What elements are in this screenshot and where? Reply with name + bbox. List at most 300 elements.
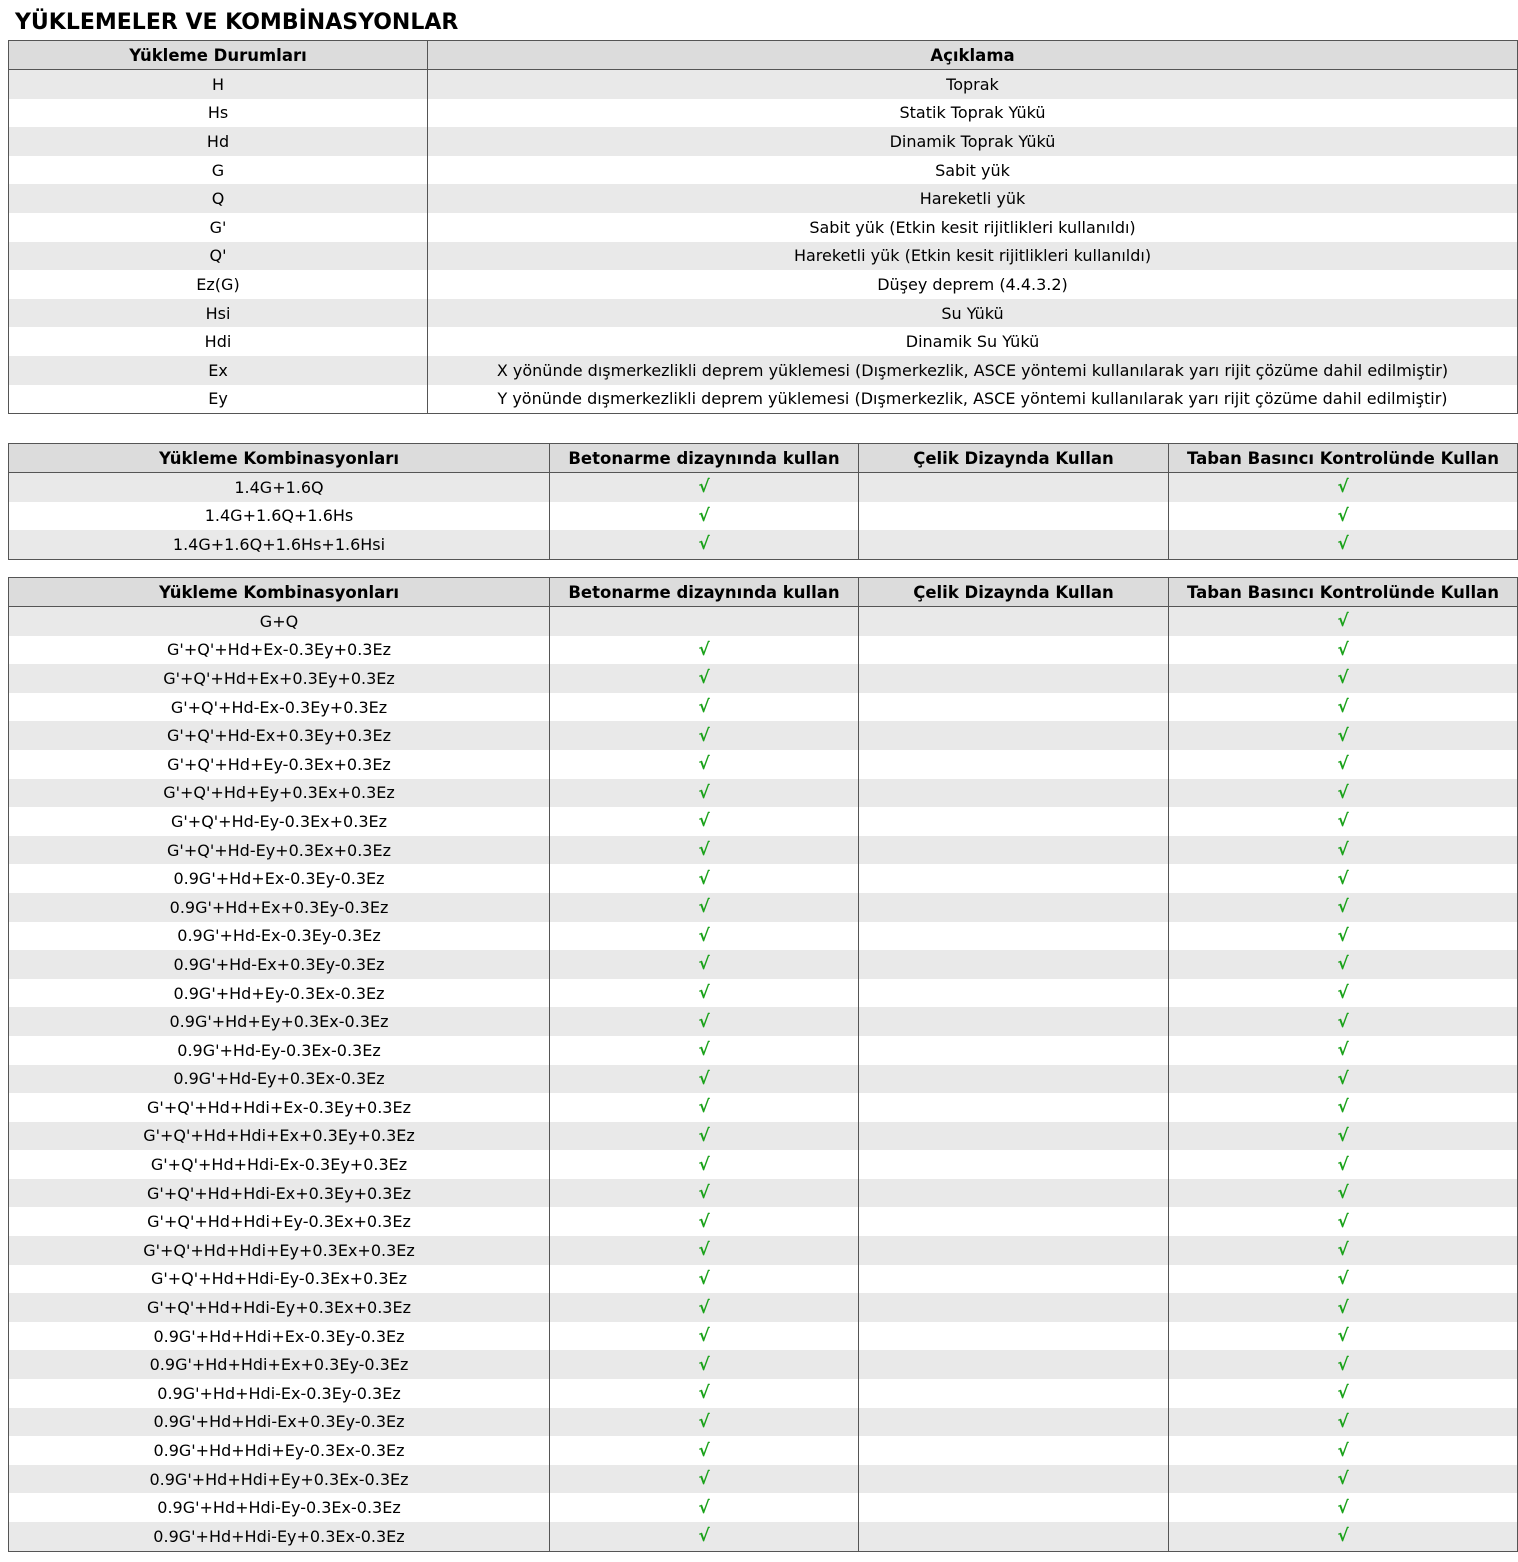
cell-text: Toprak (946, 74, 999, 94)
steel-design-cell (859, 1493, 1169, 1522)
base-pressure-cell (1169, 1436, 1518, 1465)
check-icon: √ (1337, 954, 1349, 975)
cell-text: 0.9G'+Hd+Hdi+Ey-0.3Ex-0.3Ez (153, 1441, 405, 1461)
steel-design-cell (859, 1350, 1169, 1379)
base-pressure-cell (1169, 893, 1518, 922)
steel-design-cell (859, 1036, 1169, 1065)
table-row (9, 1465, 1518, 1494)
table-row (9, 1436, 1518, 1465)
cell-text: G (211, 160, 225, 180)
check-icon: √ (1337, 505, 1349, 526)
base-pressure-cell (1169, 807, 1518, 836)
steel-design-cell (859, 836, 1169, 865)
cell-text: Hd (206, 131, 230, 151)
base-pressure-cell (1169, 1350, 1518, 1379)
combination-name (9, 1408, 550, 1437)
combination-name (9, 1350, 550, 1379)
cell-text: 1.4G+1.6Q (234, 477, 324, 497)
check-icon: √ (1337, 1125, 1349, 1146)
load-case-code (9, 242, 428, 271)
base-pressure-cell (1169, 1493, 1518, 1522)
load-case-description (428, 127, 1518, 156)
cell-text: Sabit yük (935, 160, 1010, 180)
concrete-design-cell (550, 530, 859, 559)
load-case-code (9, 299, 428, 328)
check-icon: √ (698, 782, 710, 803)
table-header-row (9, 578, 1518, 607)
table-row (9, 242, 1518, 271)
check-icon: √ (1337, 1526, 1349, 1547)
concrete-design-cell (550, 693, 859, 722)
check-icon: √ (1337, 1097, 1349, 1118)
check-icon: √ (698, 1011, 710, 1032)
check-icon: √ (698, 725, 710, 746)
table-row (9, 607, 1518, 636)
combination-name (9, 750, 550, 779)
combination-name (9, 1179, 550, 1208)
concrete-design-cell (550, 1093, 859, 1122)
steel-design-cell (859, 893, 1169, 922)
load-case-description (428, 99, 1518, 128)
cell-text: Y yönünde dışmerkezlikli deprem yüklemesi (Dışmerkezlik, ASCE yöntemi kullanılarak yarı rijit çözüme dahil edilmiştir) (497, 389, 1448, 409)
base-pressure-cell (1169, 1036, 1518, 1065)
check-icon: √ (698, 1469, 710, 1490)
cell-text: 0.9G'+Hd+Hdi-Ey+0.3Ex-0.3Ez (153, 1526, 405, 1546)
base-pressure-cell (1169, 1093, 1518, 1122)
check-icon: √ (1337, 1240, 1349, 1261)
page-title: YÜKLEMELER VE KOMBİNASYONLAR (15, 10, 459, 35)
table-row (9, 922, 1518, 951)
table-row (9, 950, 1518, 979)
concrete-design-cell (550, 1207, 859, 1236)
cell-text: Q (211, 189, 225, 209)
base-pressure-cell (1169, 1065, 1518, 1094)
check-icon: √ (1337, 668, 1349, 689)
combination-name (9, 1065, 550, 1094)
steel-design-cell (859, 473, 1169, 502)
table-row (9, 864, 1518, 893)
load-case-code (9, 356, 428, 385)
concrete-design-cell (550, 1493, 859, 1522)
header-combination: Yükleme Kombinasyonları (9, 444, 550, 473)
check-icon: √ (1337, 1326, 1349, 1347)
steel-design-cell (859, 779, 1169, 808)
table-row (9, 721, 1518, 750)
check-icon: √ (1337, 697, 1349, 718)
cell-text: G'+Q'+Hd+Hdi+Ex-0.3Ey+0.3Ez (147, 1097, 411, 1117)
table-row (9, 664, 1518, 693)
header-steel-design: Çelik Dizaynda Kullan (859, 444, 1169, 473)
concrete-design-cell (550, 1408, 859, 1437)
cell-text: Hsi (205, 303, 231, 323)
steel-design-cell (859, 922, 1169, 951)
check-icon: √ (1337, 1183, 1349, 1204)
base-pressure-cell (1169, 1322, 1518, 1351)
concrete-design-cell (550, 922, 859, 951)
table-row (9, 893, 1518, 922)
base-pressure-cell (1169, 721, 1518, 750)
base-pressure-cell (1169, 1207, 1518, 1236)
cell-text: G'+Q'+Hd+Hdi+Ey-0.3Ex+0.3Ez (147, 1212, 411, 1232)
base-pressure-cell (1169, 530, 1518, 559)
combination-name (9, 1493, 550, 1522)
combination-name (9, 1150, 550, 1179)
base-pressure-cell (1169, 1150, 1518, 1179)
combination-name (9, 1379, 550, 1408)
combination-name (9, 1007, 550, 1036)
table-row (9, 1036, 1518, 1065)
base-pressure-cell (1169, 864, 1518, 893)
load-case-description (428, 327, 1518, 356)
check-icon: √ (1337, 1297, 1349, 1318)
cell-text: G'+Q'+Hd+Hdi-Ey-0.3Ex+0.3Ez (150, 1269, 408, 1289)
load-case-code (9, 70, 428, 99)
cell-text: Dinamik Su Yükü (905, 332, 1040, 352)
check-icon: √ (1337, 782, 1349, 803)
cell-text: G' (209, 217, 227, 237)
cell-text: 0.9G'+Hd+Hdi+Ex+0.3Ey-0.3Ez (149, 1355, 409, 1375)
load-case-code (9, 99, 428, 128)
cell-text: G'+Q'+Hd+Ey+0.3Ex+0.3Ez (163, 783, 395, 803)
table-row (9, 502, 1518, 531)
cell-text: 1.4G+1.6Q+1.6Hs+1.6Hsi (172, 534, 386, 554)
cell-text: G'+Q'+Hd+Ey-0.3Ex+0.3Ez (167, 754, 391, 774)
concrete-design-cell (550, 473, 859, 502)
cell-text: G'+Q'+Hd-Ex+0.3Ey+0.3Ez (167, 726, 391, 746)
check-icon: √ (698, 1040, 710, 1061)
cell-text: 0.9G'+Hd+Hdi+Ey+0.3Ex-0.3Ez (149, 1469, 409, 1489)
table-row (9, 779, 1518, 808)
concrete-design-cell (550, 502, 859, 531)
combination-name (9, 1293, 550, 1322)
steel-design-cell (859, 1293, 1169, 1322)
base-pressure-cell (1169, 664, 1518, 693)
load-case-code (9, 385, 428, 414)
check-icon: √ (698, 954, 710, 975)
load-case-description (428, 70, 1518, 99)
steel-design-cell (859, 979, 1169, 1008)
steel-design-cell (859, 1065, 1169, 1094)
check-icon: √ (1337, 725, 1349, 746)
combination-name (9, 893, 550, 922)
table-header-row (9, 444, 1518, 473)
header-combination: Yükleme Kombinasyonları (9, 578, 550, 607)
combination-name (9, 950, 550, 979)
base-pressure-cell (1169, 750, 1518, 779)
cell-text: 0.9G'+Hd-Ex-0.3Ey-0.3Ez (177, 926, 381, 946)
concrete-design-cell (550, 1036, 859, 1065)
check-icon: √ (698, 897, 710, 918)
cell-text: G'+Q'+Hd+Ex-0.3Ey+0.3Ez (167, 640, 391, 660)
check-icon: √ (698, 868, 710, 889)
steel-design-cell (859, 807, 1169, 836)
load-case-description (428, 213, 1518, 242)
combination-name (9, 1122, 550, 1151)
concrete-design-cell (550, 607, 859, 636)
check-icon: √ (1337, 840, 1349, 861)
base-pressure-cell (1169, 636, 1518, 665)
check-icon: √ (698, 754, 710, 775)
check-icon: √ (698, 925, 710, 946)
steel-design-cell (859, 693, 1169, 722)
concrete-design-cell (550, 1465, 859, 1494)
combination-name (9, 1207, 550, 1236)
base-pressure-cell (1169, 607, 1518, 636)
combination-name (9, 664, 550, 693)
check-icon: √ (1337, 611, 1349, 632)
check-icon: √ (1337, 983, 1349, 1004)
base-pressure-cell (1169, 693, 1518, 722)
check-icon: √ (1337, 1354, 1349, 1375)
table-row (9, 127, 1518, 156)
concrete-design-cell (550, 636, 859, 665)
check-icon: √ (698, 1383, 710, 1404)
load-case-code (9, 156, 428, 185)
check-icon: √ (698, 668, 710, 689)
combination-name (9, 836, 550, 865)
check-icon: √ (1337, 1440, 1349, 1461)
load-case-description (428, 156, 1518, 185)
concrete-design-cell (550, 1522, 859, 1551)
cell-text: 0.9G'+Hd-Ex+0.3Ey-0.3Ez (173, 954, 385, 974)
combination-name (9, 473, 550, 502)
concrete-design-cell (550, 1265, 859, 1294)
table-row (9, 213, 1518, 242)
steel-design-cell (859, 502, 1169, 531)
table-row (9, 1207, 1518, 1236)
base-pressure-cell (1169, 1465, 1518, 1494)
check-icon: √ (698, 1526, 710, 1547)
combination-name (9, 864, 550, 893)
header-concrete-design: Betonarme dizaynında kullan (550, 444, 859, 473)
steel-design-cell (859, 1122, 1169, 1151)
check-icon: √ (698, 1497, 710, 1518)
table-row (9, 1493, 1518, 1522)
combination-name (9, 502, 550, 531)
steel-design-cell (859, 864, 1169, 893)
cell-text: 0.9G'+Hd+Hdi+Ex-0.3Ey-0.3Ez (153, 1326, 405, 1346)
table-row (9, 473, 1518, 502)
load-case-code (9, 327, 428, 356)
base-pressure-cell (1169, 1522, 1518, 1551)
steel-design-cell (859, 1007, 1169, 1036)
header-concrete-design: Betonarme dizaynında kullan (550, 578, 859, 607)
base-pressure-cell (1169, 1122, 1518, 1151)
base-pressure-cell (1169, 950, 1518, 979)
cell-text: 0.9G'+Hd+Ex+0.3Ey-0.3Ez (169, 897, 389, 917)
cell-text: 0.9G'+Hd-Ey+0.3Ex-0.3Ez (173, 1069, 385, 1089)
steel-design-cell (859, 1150, 1169, 1179)
concrete-design-cell (550, 1236, 859, 1265)
cell-text: G'+Q'+Hd+Hdi-Ex-0.3Ey+0.3Ez (150, 1155, 408, 1175)
base-pressure-cell (1169, 1379, 1518, 1408)
base-pressure-cell (1169, 473, 1518, 502)
combination-name (9, 1236, 550, 1265)
check-icon: √ (698, 1354, 710, 1375)
concrete-design-cell (550, 750, 859, 779)
cell-text: Q' (209, 246, 227, 266)
check-icon: √ (1337, 1068, 1349, 1089)
load-case-description (428, 184, 1518, 213)
check-icon: √ (1337, 1383, 1349, 1404)
load-case-description (428, 356, 1518, 385)
combination-name (9, 979, 550, 1008)
check-icon: √ (698, 697, 710, 718)
cell-text: 1.4G+1.6Q+1.6Hs (204, 506, 354, 526)
concrete-design-cell (550, 893, 859, 922)
table-row (9, 70, 1518, 99)
header-base-pressure: Taban Basıncı Kontrolünde Kullan (1169, 578, 1518, 607)
check-icon: √ (1337, 1411, 1349, 1432)
steel-design-cell (859, 1207, 1169, 1236)
cell-text: H (211, 74, 225, 94)
table-row (9, 1122, 1518, 1151)
cell-text: 0.9G'+Hd+Hdi-Ey-0.3Ex-0.3Ez (157, 1498, 401, 1518)
table-row (9, 1379, 1518, 1408)
check-icon: √ (698, 1326, 710, 1347)
combination-name (9, 1036, 550, 1065)
cell-text: G'+Q'+Hd+Hdi+Ey+0.3Ex+0.3Ez (143, 1240, 415, 1260)
load-case-description (428, 385, 1518, 414)
table-row (9, 807, 1518, 836)
concrete-design-cell (550, 1436, 859, 1465)
cell-text: 0.9G'+Hd+Ey-0.3Ex-0.3Ez (173, 983, 385, 1003)
table-row (9, 836, 1518, 865)
table-header-row (9, 41, 1518, 70)
concrete-design-cell (550, 1293, 859, 1322)
table-row (9, 1007, 1518, 1036)
base-pressure-cell (1169, 1293, 1518, 1322)
check-icon: √ (1337, 1211, 1349, 1232)
load-case-code (9, 127, 428, 156)
check-icon: √ (698, 840, 710, 861)
table-row (9, 636, 1518, 665)
cell-text: G'+Q'+Hd-Ey-0.3Ex+0.3Ez (170, 811, 387, 831)
load-cases-table (8, 40, 1518, 414)
concrete-design-cell (550, 664, 859, 693)
check-icon: √ (1337, 925, 1349, 946)
concrete-design-cell (550, 864, 859, 893)
load-case-code (9, 213, 428, 242)
base-pressure-cell (1169, 502, 1518, 531)
cell-text: Hs (207, 103, 229, 123)
check-icon: √ (1337, 868, 1349, 889)
combination-name (9, 530, 550, 559)
combination-name (9, 1093, 550, 1122)
check-icon: √ (698, 1297, 710, 1318)
check-icon: √ (698, 1411, 710, 1432)
steel-design-cell (859, 750, 1169, 779)
base-pressure-cell (1169, 1007, 1518, 1036)
steel-design-cell (859, 636, 1169, 665)
steel-design-cell (859, 1236, 1169, 1265)
check-icon: √ (698, 1154, 710, 1175)
cell-text: G'+Q'+Hd+Ex+0.3Ey+0.3Ez (163, 668, 395, 688)
cell-text: G'+Q'+Hd-Ex-0.3Ey+0.3Ez (170, 697, 388, 717)
table-row (9, 1293, 1518, 1322)
table-row (9, 1408, 1518, 1437)
steel-design-cell (859, 530, 1169, 559)
table-row (9, 1322, 1518, 1351)
cell-text: G'+Q'+Hd-Ey+0.3Ex+0.3Ez (167, 840, 391, 860)
load-case-description (428, 299, 1518, 328)
base-pressure-cell (1169, 1236, 1518, 1265)
cell-text: Hareketli yük (919, 189, 1026, 209)
cell-text: Ez(G) (196, 274, 240, 294)
check-icon: √ (698, 639, 710, 660)
concrete-design-cell (550, 779, 859, 808)
check-icon: √ (1337, 1497, 1349, 1518)
steel-design-cell (859, 1436, 1169, 1465)
table-row (9, 1522, 1518, 1551)
concrete-design-cell (550, 1322, 859, 1351)
table-row (9, 1179, 1518, 1208)
steel-design-cell (859, 1093, 1169, 1122)
concrete-design-cell (550, 1150, 859, 1179)
steel-design-cell (859, 1522, 1169, 1551)
table-row (9, 1093, 1518, 1122)
header-base-pressure: Taban Basıncı Kontrolünde Kullan (1169, 444, 1518, 473)
check-icon: √ (1337, 1154, 1349, 1175)
cell-text: G'+Q'+Hd+Hdi-Ey+0.3Ex+0.3Ez (147, 1298, 411, 1318)
cell-text: Ex (208, 360, 228, 380)
combination-name (9, 1265, 550, 1294)
table-row (9, 356, 1518, 385)
table-row (9, 750, 1518, 779)
table-row (9, 1265, 1518, 1294)
combination-name (9, 807, 550, 836)
table-row (9, 184, 1518, 213)
check-icon: √ (1337, 639, 1349, 660)
cell-text: Hdi (204, 332, 232, 352)
cell-text: Dinamik Toprak Yükü (889, 131, 1056, 151)
check-icon: √ (1337, 477, 1349, 498)
base-pressure-cell (1169, 1408, 1518, 1437)
table-row (9, 99, 1518, 128)
concrete-design-cell (550, 979, 859, 1008)
check-icon: √ (1337, 754, 1349, 775)
seismic-combinations-table (8, 577, 1518, 1552)
load-case-code (9, 184, 428, 213)
combination-name (9, 607, 550, 636)
load-case-description (428, 270, 1518, 299)
steel-design-cell (859, 1179, 1169, 1208)
steel-design-cell (859, 950, 1169, 979)
table-row (9, 693, 1518, 722)
concrete-design-cell (550, 807, 859, 836)
check-icon: √ (698, 477, 710, 498)
check-icon: √ (1337, 1040, 1349, 1061)
base-pressure-cell (1169, 922, 1518, 951)
check-icon: √ (698, 1183, 710, 1204)
table-row (9, 327, 1518, 356)
table-row (9, 530, 1518, 559)
cell-text: 0.9G'+Hd-Ey-0.3Ex-0.3Ez (177, 1040, 381, 1060)
cell-text: X yönünde dışmerkezlikli deprem yüklemesi (Dışmerkezlik, ASCE yöntemi kullanılarak yarı rijit çözüme dahil edilmiştir) (496, 360, 1449, 380)
check-icon: √ (698, 505, 710, 526)
steel-design-cell (859, 1265, 1169, 1294)
table-row (9, 1350, 1518, 1379)
base-pressure-cell (1169, 779, 1518, 808)
concrete-design-cell (550, 1122, 859, 1151)
concrete-design-cell (550, 1379, 859, 1408)
base-pressure-cell (1169, 1179, 1518, 1208)
cell-text: 0.9G'+Hd+Hdi-Ex-0.3Ey-0.3Ez (157, 1383, 401, 1403)
cell-text: 0.9G'+Hd+Hdi-Ex+0.3Ey-0.3Ez (153, 1412, 405, 1432)
load-case-code (9, 270, 428, 299)
header-description: Açıklama (428, 41, 1518, 70)
steel-design-cell (859, 721, 1169, 750)
